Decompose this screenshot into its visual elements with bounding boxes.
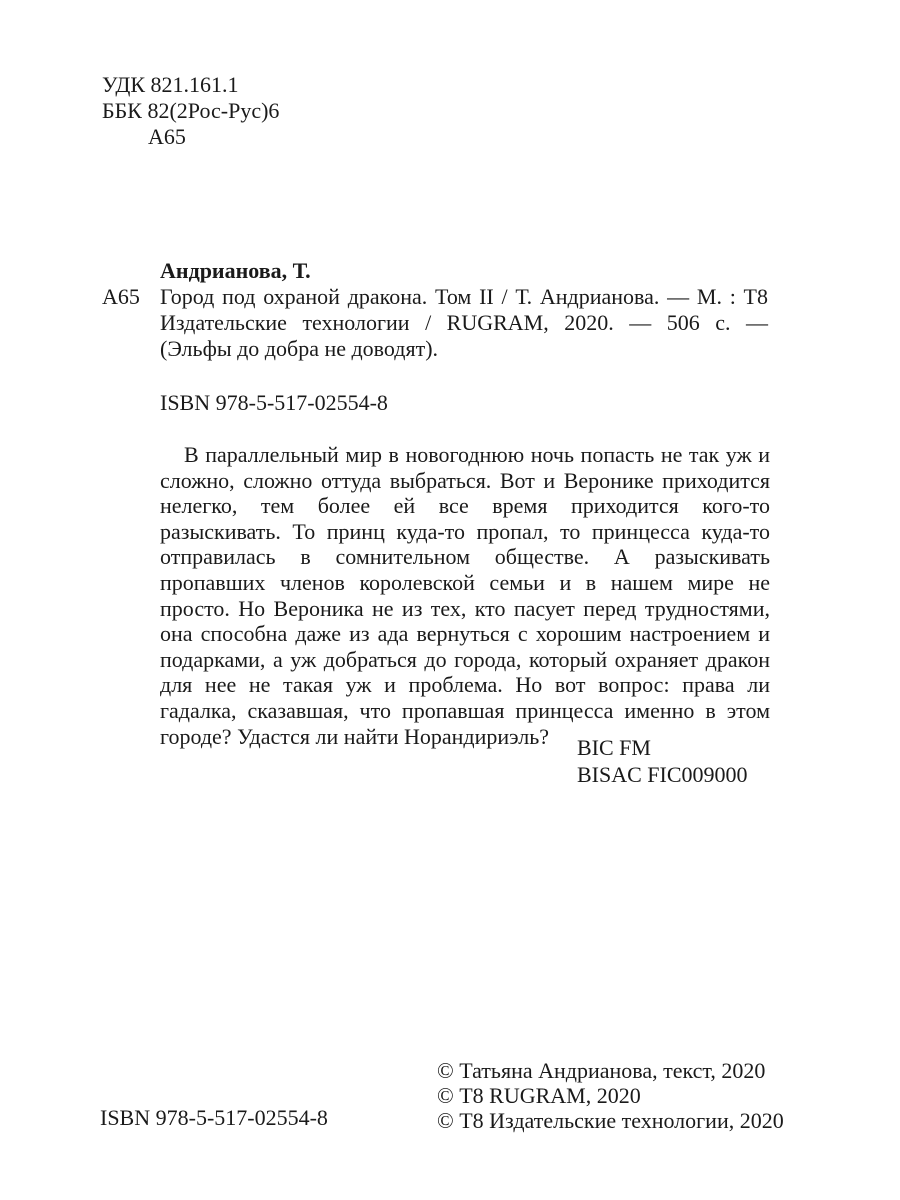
isbn-footer: ISBN 978-5-517-02554-8: [100, 1105, 328, 1130]
biblio-line: Издательские технологии / RUGRAM, 2020. — 506 с. —: [160, 310, 768, 335]
author-heading: Андрианова, Т.: [160, 258, 311, 283]
cutter-code: А65: [148, 124, 186, 149]
isbn-main: ISBN 978-5-517-02554-8: [160, 390, 388, 415]
biblio-line: Город под охраной дракона. Том II / Т. Андрианова. — М. : Т8: [160, 284, 768, 309]
bbk-code: ББК 82(2Рос-Рус)6: [102, 98, 280, 123]
annotation-paragraph: В параллельный мир в новогоднюю ночь попасть не так уж и сложно, сложно оттуда выбраться. Вот и Веронике приходится нелегко, тем более ей все время приходится кого-то разыскивать. То принц куда-то пропал, то принцесса куда-то отправилась в сомнительном обществе. А разыскивать пропавших членов королевской семьи и в нашем мире не просто. Но Вероника не из тех, кто пасует перед трудностями, она способна даже из ада вернуться с хорошим настроением и подарками, а уж добраться до города, который охраняет дракон для нее не такая уж и проблема. Но вот вопрос: права ли гадалка, сказавшая, что пропавшая принцесса именно в этом городе? Удастся ли найти Норандириэль?: [160, 442, 770, 749]
cutter-mark: А65: [102, 284, 140, 309]
bic-code: BIC FM: [577, 735, 651, 760]
subject-codes: [577, 735, 748, 789]
biblio-line: (Эльфы до добра не доводят).: [160, 336, 439, 361]
copyright-line: © Т8 RUGRAM, 2020: [437, 1083, 641, 1108]
copyright-line: © Татьяна Андрианова, текст, 2020: [437, 1058, 766, 1083]
copyright-block: [437, 1058, 784, 1133]
copyright-line: © Т8 Издательские технологии, 2020: [437, 1108, 784, 1133]
bisac-code: BISAC FIC009000: [577, 762, 748, 787]
classification-block: [102, 72, 279, 150]
udk-code: УДК 821.161.1: [102, 72, 239, 97]
bibliographic-description: [160, 284, 768, 362]
